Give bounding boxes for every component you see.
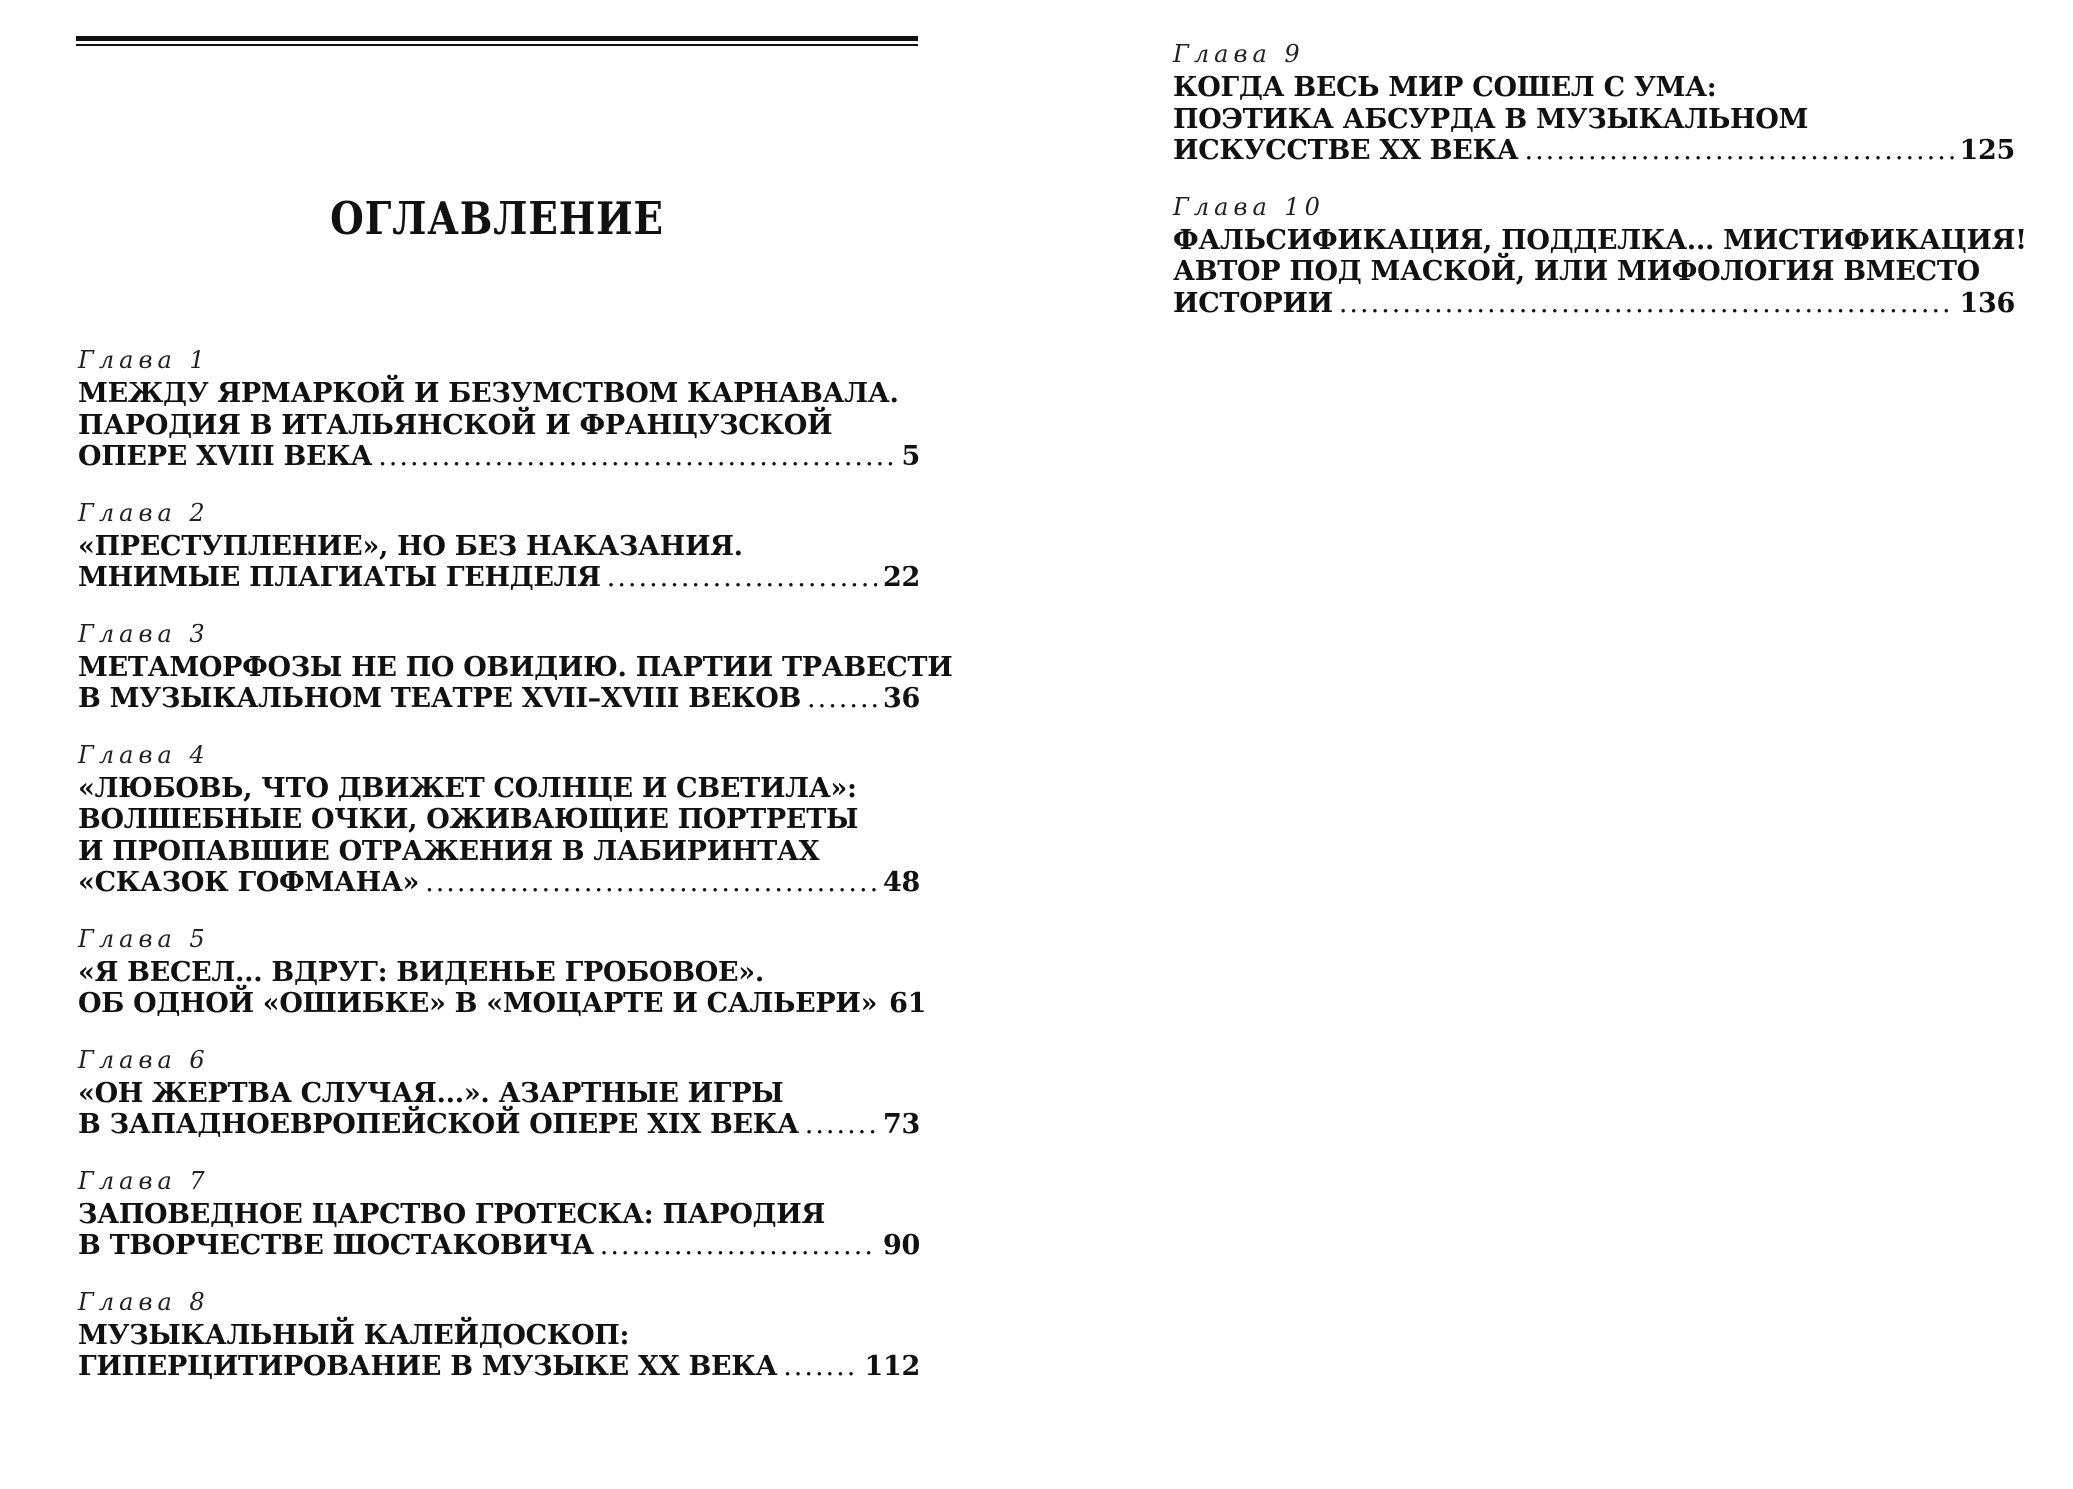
dot-leader [783,1351,858,1383]
dot-leader [600,1230,877,1262]
toc-left-column [78,342,953,1405]
chapter-title-line: «Я ВЕСЕЛ... ВДРУГ: ВИДЕНЬЕ ГРОБОВОЕ». [78,956,764,988]
chapter-title-last-line [78,1351,920,1383]
chapter-title-line: ОПЕРЕ XVIII ВЕКА [78,441,373,472]
chapter-label: Глава 3 [78,619,210,648]
dot-leader [807,683,877,715]
page-number: 136 [1959,287,2015,319]
page-number: 36 [883,683,920,714]
chapter-title-last-line [1173,135,2015,167]
chapter-title-last-line [78,441,920,473]
toc-entry [78,1284,920,1383]
chapter-title-last-line [78,1230,920,1262]
page-title: ОГЛАВЛЕНИЕ [330,192,664,245]
page-number: 90 [883,1230,920,1261]
chapter-label: Глава 5 [78,924,210,953]
toc-entry [78,921,927,1020]
page-number: 61 [889,988,927,1019]
chapter-label: Глава 4 [78,740,210,769]
chapter-title-line: И ПРОПАВШИЕ ОТРАЖЕНИЯ В ЛАБИРИНТАХ [78,835,820,867]
chapter-title-line: «ОН ЖЕРТВА СЛУЧАЯ...». АЗАРТНЫЕ ИГРЫ [78,1077,784,1109]
chapter-label: Глава 7 [78,1166,210,1195]
chapter-title-line: ПАРОДИЯ В ИТАЛЬЯНСКОЙ И ФРАНЦУЗСКОЙ [78,409,833,441]
chapter-title-line: КОГДА ВЕСЬ МИР СОШЕЛ С УМА: [1173,72,1717,103]
chapter-title-line: ВОЛШЕБНЫЕ ОЧКИ, ОЖИВАЮЩИЕ ПОРТРЕТЫ [78,804,859,835]
chapter-title-last-line [78,683,920,715]
chapter-title-line: МЕТАМОРФОЗЫ НЕ ПО ОВИДИЮ. ПАРТИИ ТРАВЕСТИ [78,651,953,683]
chapter-title-last-line [78,562,920,594]
chapter-title-line: ИСТОРИИ [1173,287,1333,319]
chapter-title-line: ЗАПОВЕДНОЕ ЦАРСТВО ГРОТЕСКА: ПАРОДИЯ [78,1198,825,1230]
page-number: 125 [1959,135,2015,166]
chapter-title-line: ФАЛЬСИФИКАЦИЯ, ПОДДЕЛКА... МИСТИФИКАЦИЯ! [1173,224,2027,256]
toc-entry [78,342,920,473]
chapter-title-line: ИСКУССТВЕ XX ВЕКА [1173,135,1519,166]
chapter-title-last-line [1173,288,2015,320]
toc-entry [1173,189,2027,320]
chapter-title-line: МЕЖДУ ЯРМАРКОЙ И БЕЗУМСТВОМ КАРНАВАЛА. [78,378,899,409]
dot-leader [1525,135,1954,167]
chapter-label: Глава 6 [78,1045,210,1074]
chapter-label: Глава 10 [1173,192,1325,221]
chapter-title-line: «ЛЮБОВЬ, ЧТО ДВИЖЕТ СОЛНЦЕ И СВЕТИЛА»: [78,772,857,804]
toc-entry [1173,36,2015,167]
dot-leader [1339,288,1954,320]
chapter-title-line: В МУЗЫКАЛЬНОМ ТЕАТРЕ XVII–XVIII ВЕКОВ [78,683,802,714]
chapter-title-line: «СКАЗОК ГОФМАНА» [78,867,420,898]
page-number: 5 [901,441,920,472]
page-number: 48 [883,867,920,898]
chapter-label: Глава 9 [1173,40,1305,68]
toc-entry [78,1042,920,1141]
dot-leader [805,1109,877,1141]
chapter-title-last-line [78,1109,920,1141]
chapter-title-line: МУЗЫКАЛЬНЫЙ КАЛЕЙДОСКОП: [78,1319,630,1351]
top-double-rule [76,36,918,46]
page-number: 73 [883,1109,920,1140]
chapter-title-line: В ТВОРЧЕСТВЕ ШОСТАКОВИЧА [78,1230,594,1261]
chapter-label: Глава 8 [78,1287,210,1316]
chapter-title-line: «ПРЕСТУПЛЕНИЕ», НО БЕЗ НАКАЗАНИЯ. [78,530,743,562]
dot-leader [607,562,877,594]
chapter-label: Глава 2 [78,498,210,527]
chapter-title-line: ПОЭТИКА АБСУРДА В МУЗЫКАЛЬНОМ [1173,103,1809,135]
toc-entry [78,1163,920,1262]
chapter-title-last-line [78,867,920,899]
page-number: 22 [883,562,920,593]
chapter-title-line: ОБ ОДНОЙ «ОШИБКЕ» В «МОЦАРТЕ И САЛЬЕРИ» [78,988,878,1019]
chapter-title-line: В ЗАПАДНОЕВРОПЕЙСКОЙ ОПЕРЕ XIX ВЕКА [78,1109,799,1140]
toc-entry [78,737,920,899]
chapter-title-line: МНИМЫЕ ПЛАГИАТЫ ГЕНДЕЛЯ [78,562,601,593]
chapter-title-line: ГИПЕРЦИТИРОВАНИЕ В МУЗЫКЕ XX ВЕКА [78,1351,778,1382]
chapter-title-line: АВТОР ПОД МАСКОЙ, ИЛИ МИФОЛОГИЯ ВМЕСТО [1173,256,1980,287]
toc-right-column [1173,36,2027,341]
chapter-label: Глава 1 [78,346,210,374]
toc-entry [78,616,953,715]
toc-entry [78,495,920,594]
dot-leader [425,867,877,899]
dot-leader [378,441,895,473]
page-number: 112 [864,1351,920,1382]
chapter-title-last-line [78,988,927,1020]
